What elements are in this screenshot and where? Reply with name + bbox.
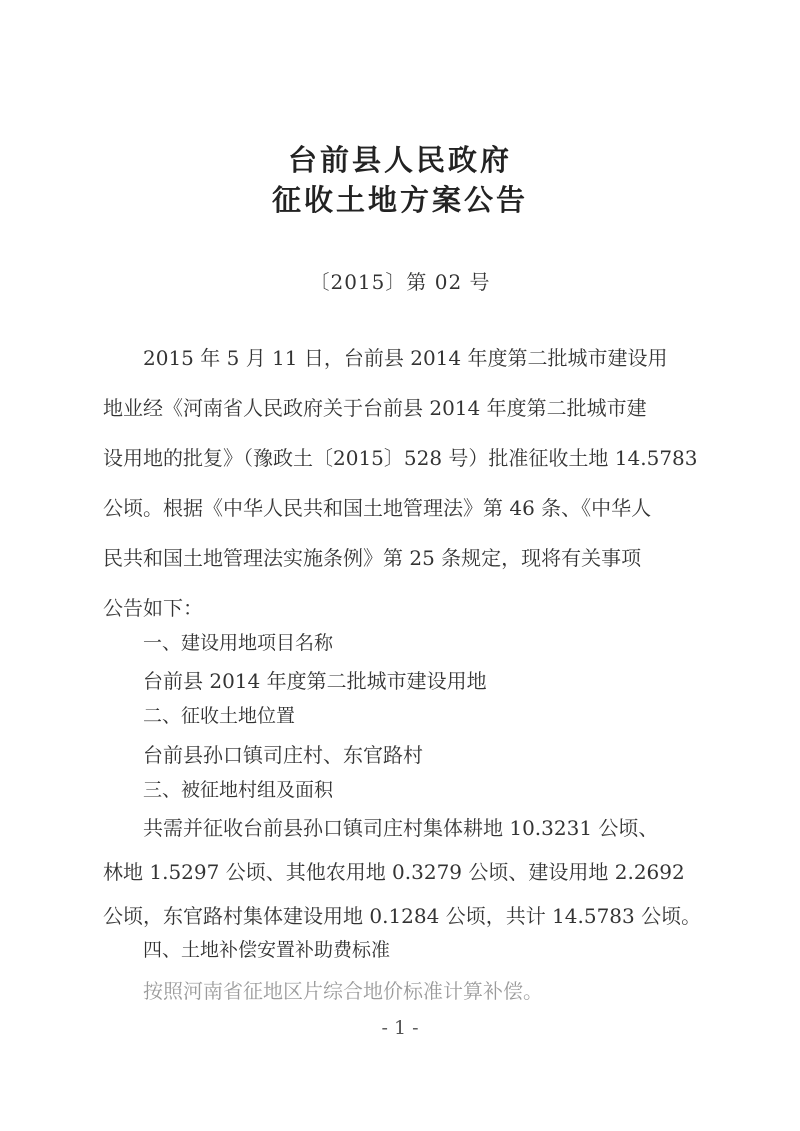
paragraph1-line4: 公顷。根据《中华人民共和国土地管理法》第 46 条、《中华人 (103, 496, 652, 520)
section3-body-line2: 林地 1.5297 公顷、其他农用地 0.3279 公顷、建设用地 2.2692 (103, 860, 685, 884)
section3-heading: 三、被征地村组及面积 (143, 779, 334, 801)
document-title-line2: 征收土地方案公告 (271, 183, 528, 217)
section3-body-line3: 公顷，东官路村集体建设用地 0.1284 公顷，共计 14.5783 公顷。 (103, 904, 702, 928)
section1-body: 台前县 2014 年度第二批城市建设用地 (143, 669, 487, 693)
paragraph1-line1: 2015 年 5 月 11 日，台前县 2014 年度第二批城市建设用 (143, 346, 668, 370)
document-title-line1: 台前县人民政府 (287, 143, 512, 177)
section2-heading: 二、征收土地位置 (143, 705, 296, 727)
paragraph1-line5: 民共和国土地管理法实施条例》第 25 条规定，现将有关事项 (103, 546, 642, 570)
section3-body-line1: 共需并征收台前县孙口镇司庄村集体耕地 10.3231 公顷、 (143, 816, 659, 840)
paragraph1-line6: 公告如下： (103, 596, 203, 620)
section4-body: 按照河南省征地区片综合地价标准计算补偿。 (143, 979, 543, 1003)
document-number: 〔2015〕第 02 号 (309, 270, 491, 294)
paragraph1-line2: 地业经《河南省人民政府关于台前县 2014 年度第二批城市建 (103, 396, 647, 420)
section2-body: 台前县孙口镇司庄村、东官路村 (143, 743, 423, 767)
section4-heading: 四、土地补偿安置补助费标准 (143, 939, 391, 961)
paragraph1-line3: 设用地的批复》（豫政土〔2015〕528 号）批准征收土地 14.5783 (103, 446, 698, 470)
section1-heading: 一、建设用地项目名称 (143, 632, 334, 654)
page-number: - 1 - (381, 1017, 419, 1039)
